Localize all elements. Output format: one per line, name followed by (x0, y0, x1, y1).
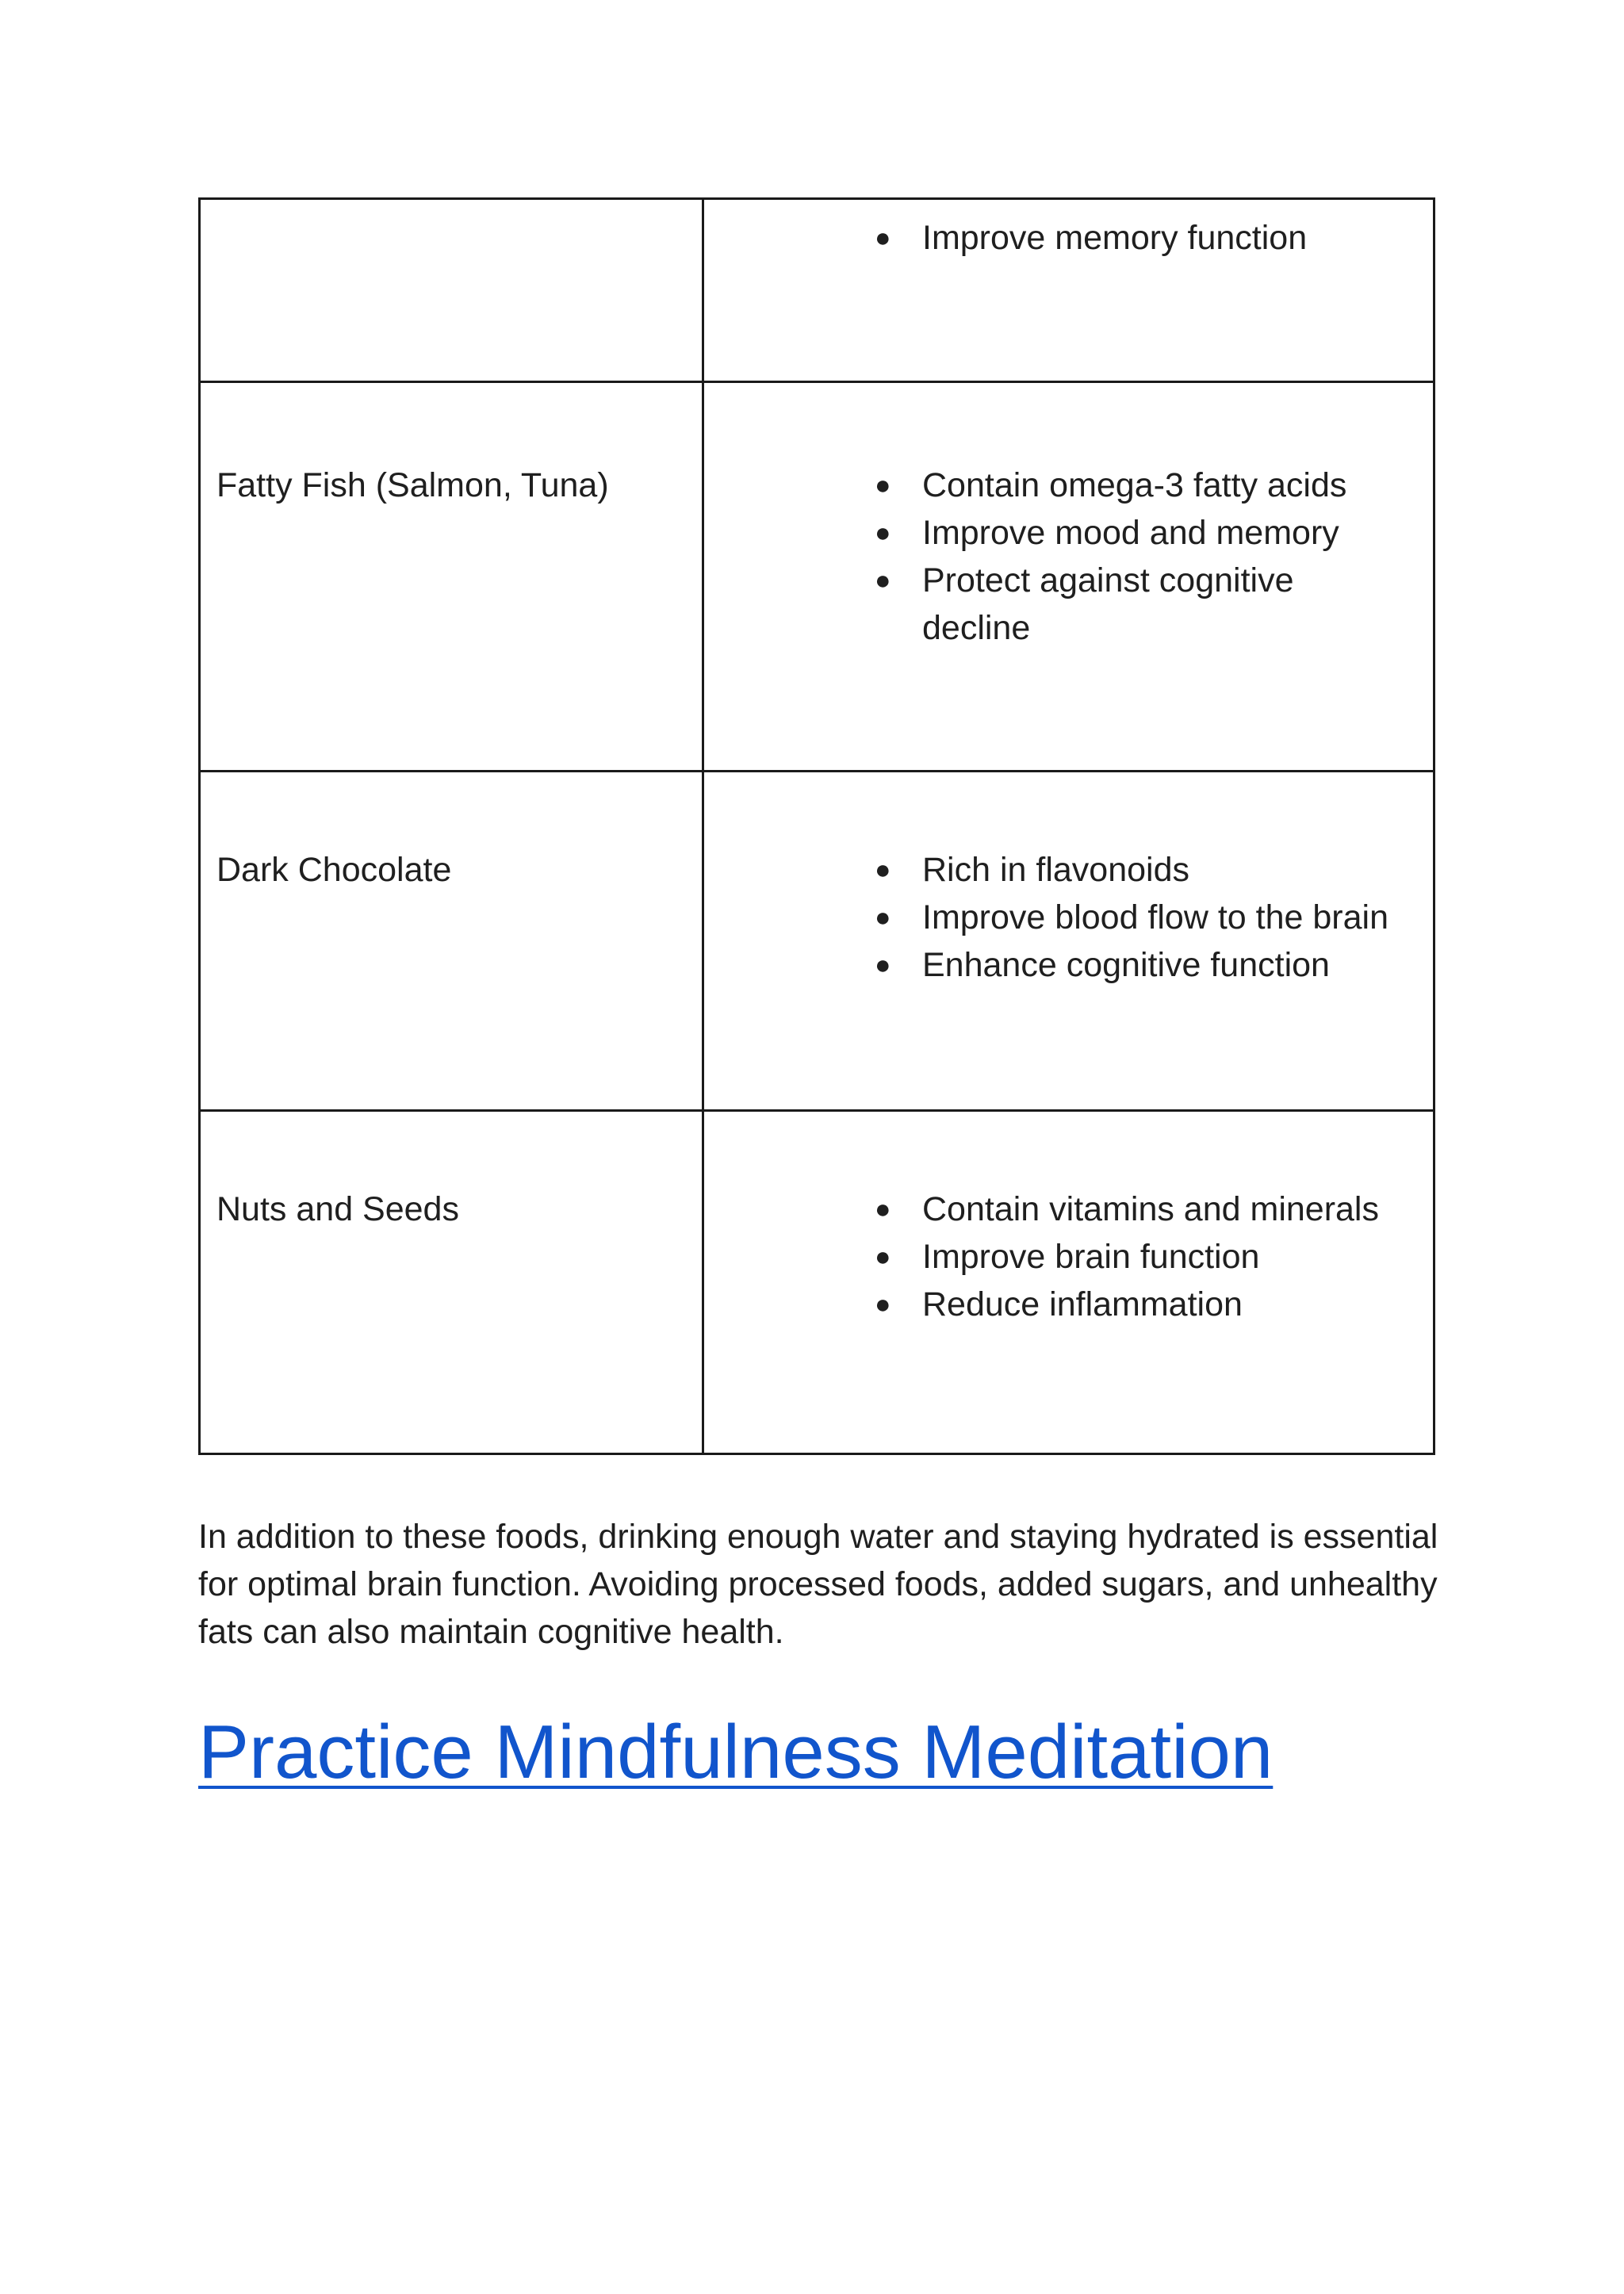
section-heading-link[interactable]: Practice Mindfulness Meditation (198, 1710, 1274, 1794)
benefits-cell (703, 1111, 1434, 1454)
benefits-list (704, 1185, 1433, 1328)
benefit-item: ● Enhance cognitive function (875, 941, 1433, 989)
food-name: Dark Chocolate (216, 851, 452, 889)
benefits-list (704, 846, 1433, 989)
benefit-item: ● Improve memory function (875, 214, 1433, 262)
table-row (200, 199, 1434, 382)
benefit-item: ● Protect against cognitive decline (875, 557, 1335, 652)
table-row (200, 1111, 1434, 1454)
body-paragraph: In addition to these foods, drinking enough water and staying hydrated is essential for optimal brain function. Avoiding processed foods, added sugars, and unhealthy fats can also maintain cognitive health. (198, 1518, 1438, 1651)
benefits-cell (703, 772, 1434, 1111)
benefits-cell (703, 199, 1434, 382)
brain-foods-table (198, 197, 1435, 1455)
table-row (200, 772, 1434, 1111)
food-cell (200, 1111, 703, 1454)
benefits-cell (703, 382, 1434, 772)
benefit-item: ● Contain omega-3 fatty acids (875, 461, 1433, 509)
benefit-item: ● Improve mood and memory (875, 509, 1433, 557)
benefit-item: ● Rich in flavonoids (875, 846, 1433, 894)
benefit-item: ● Reduce inflammation (875, 1281, 1433, 1328)
benefit-item: ● Improve blood flow to the brain (875, 894, 1433, 941)
food-cell (200, 772, 703, 1111)
food-name: Fatty Fish (Salmon, Tuna) (216, 466, 609, 504)
food-cell (200, 382, 703, 772)
table-row (200, 382, 1434, 772)
benefits-list (704, 214, 1433, 262)
benefit-item: ● Improve brain function (875, 1233, 1433, 1281)
food-name: Nuts and Seeds (216, 1190, 459, 1228)
benefits-list (704, 461, 1433, 652)
food-cell (200, 199, 703, 382)
benefit-item: ● Contain vitamins and minerals (875, 1185, 1433, 1233)
